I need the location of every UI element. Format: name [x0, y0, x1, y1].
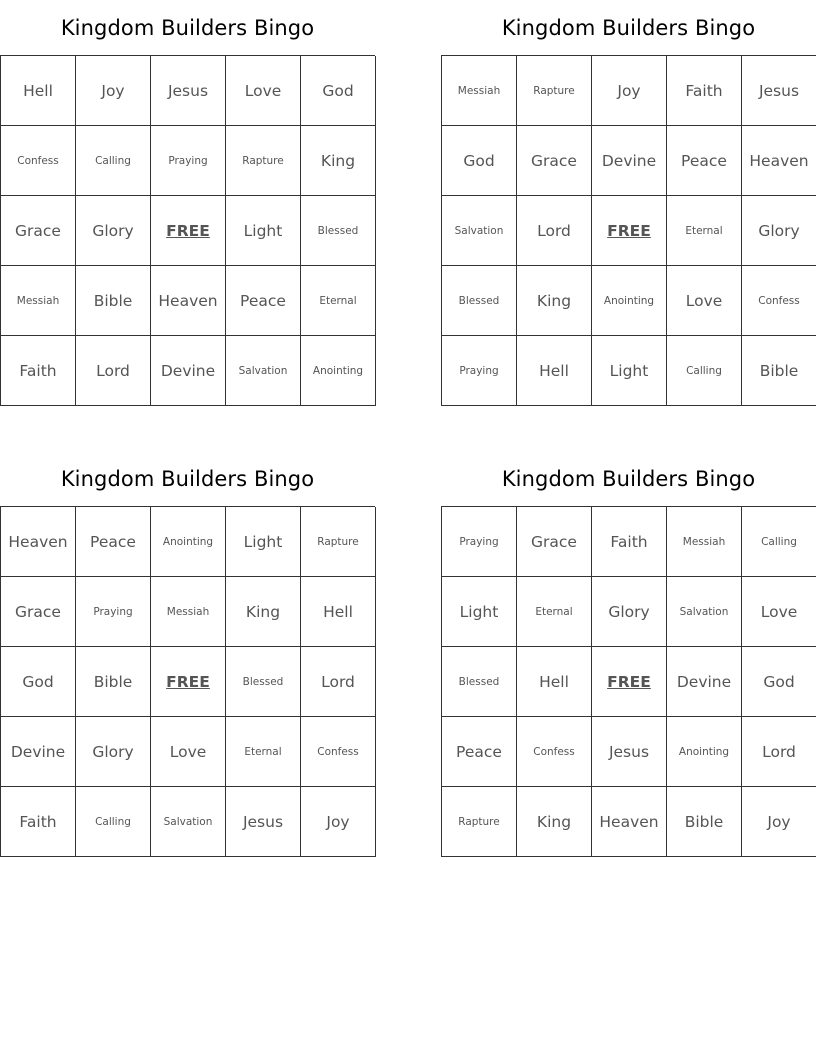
bingo-cell: Praying — [76, 577, 151, 647]
bingo-cell: Bible — [742, 336, 816, 406]
free-space-cell: FREE — [151, 196, 226, 266]
bingo-cell: Salvation — [667, 577, 742, 647]
bingo-cell: Calling — [742, 507, 816, 577]
bingo-cell: Anointing — [151, 507, 226, 577]
bingo-cell: Eternal — [301, 266, 376, 336]
bingo-grid — [0, 55, 375, 406]
bingo-cell: Grace — [517, 507, 592, 577]
bingo-cell: Bible — [667, 787, 742, 857]
bingo-cell: Rapture — [442, 787, 517, 857]
bingo-cell: King — [226, 577, 301, 647]
bingo-cell: Rapture — [226, 126, 301, 196]
bingo-cell: Glory — [76, 717, 151, 787]
bingo-cell: Light — [226, 507, 301, 577]
bingo-cell: Lord — [301, 647, 376, 717]
bingo-cell: God — [1, 647, 76, 717]
bingo-cell: King — [301, 126, 376, 196]
bingo-cell: God — [742, 647, 816, 717]
bingo-cell: God — [301, 56, 376, 126]
bingo-cell: Faith — [667, 56, 742, 126]
bingo-cell: Heaven — [151, 266, 226, 336]
bingo-cell: Salvation — [151, 787, 226, 857]
card-title: Kingdom Builders Bingo — [501, 16, 756, 40]
bingo-cell: Salvation — [226, 336, 301, 406]
bingo-cell: Joy — [592, 56, 667, 126]
bingo-cell: Heaven — [1, 507, 76, 577]
bingo-cell: Love — [226, 56, 301, 126]
bingo-cell: Joy — [76, 56, 151, 126]
bingo-cell: Light — [226, 196, 301, 266]
bingo-cell: Confess — [517, 717, 592, 787]
bingo-card-3 — [0, 451, 375, 857]
bingo-cell: Love — [742, 577, 816, 647]
bingo-cell: Jesus — [742, 56, 816, 126]
bingo-cell: Devine — [1, 717, 76, 787]
bingo-cell: Heaven — [592, 787, 667, 857]
bingo-cell: Love — [667, 266, 742, 336]
bingo-cell: Rapture — [517, 56, 592, 126]
bingo-cell: Devine — [592, 126, 667, 196]
bingo-cell: King — [517, 787, 592, 857]
free-space-cell: FREE — [151, 647, 226, 717]
bingo-cell: Heaven — [742, 126, 816, 196]
free-space-cell: FREE — [592, 196, 667, 266]
bingo-cell: Calling — [76, 126, 151, 196]
bingo-cell: Bible — [76, 266, 151, 336]
bingo-cell: Faith — [1, 336, 76, 406]
bingo-cell: Hell — [1, 56, 76, 126]
bingo-cell: Peace — [442, 717, 517, 787]
bingo-cell: Blessed — [442, 266, 517, 336]
bingo-cell: Hell — [517, 647, 592, 717]
bingo-cell: Rapture — [301, 507, 376, 577]
bingo-cell: Anointing — [667, 717, 742, 787]
bingo-cell: Confess — [742, 266, 816, 336]
bingo-cell: Blessed — [226, 647, 301, 717]
bingo-cell: Salvation — [442, 196, 517, 266]
bingo-cell: Grace — [1, 577, 76, 647]
bingo-cell: Jesus — [226, 787, 301, 857]
bingo-cell: Anointing — [301, 336, 376, 406]
bingo-cell: Eternal — [517, 577, 592, 647]
bingo-cell: Praying — [442, 336, 517, 406]
bingo-cell: Peace — [226, 266, 301, 336]
bingo-cell: Grace — [517, 126, 592, 196]
bingo-cell: Praying — [151, 126, 226, 196]
bingo-cell: Confess — [301, 717, 376, 787]
bingo-cell: Devine — [151, 336, 226, 406]
bingo-cell: Blessed — [301, 196, 376, 266]
bingo-cell: Faith — [592, 507, 667, 577]
bingo-cell: Glory — [592, 577, 667, 647]
bingo-cell: Eternal — [667, 196, 742, 266]
bingo-cell: Glory — [76, 196, 151, 266]
bingo-cell: Messiah — [442, 56, 517, 126]
bingo-cell: Grace — [1, 196, 76, 266]
free-space-cell: FREE — [592, 647, 667, 717]
bingo-grid — [441, 506, 816, 857]
bingo-cell: Peace — [667, 126, 742, 196]
bingo-cell: Lord — [517, 196, 592, 266]
bingo-cell: Jesus — [592, 717, 667, 787]
bingo-cell: Hell — [301, 577, 376, 647]
bingo-cell: Calling — [76, 787, 151, 857]
bingo-card-1 — [0, 0, 375, 406]
bingo-cell: Anointing — [592, 266, 667, 336]
bingo-cell: Joy — [742, 787, 816, 857]
bingo-cell: Messiah — [1, 266, 76, 336]
bingo-card-2 — [441, 0, 816, 406]
bingo-cell: Light — [592, 336, 667, 406]
bingo-cell: Faith — [1, 787, 76, 857]
bingo-cell: Eternal — [226, 717, 301, 787]
bingo-cell: Blessed — [442, 647, 517, 717]
bingo-cell: Light — [442, 577, 517, 647]
bingo-cell: Peace — [76, 507, 151, 577]
bingo-grid — [0, 506, 375, 857]
bingo-cell: Devine — [667, 647, 742, 717]
card-title: Kingdom Builders Bingo — [60, 16, 315, 40]
bingo-cell: Lord — [742, 717, 816, 787]
card-title: Kingdom Builders Bingo — [60, 467, 315, 491]
card-title: Kingdom Builders Bingo — [501, 467, 756, 491]
bingo-cell: Calling — [667, 336, 742, 406]
bingo-cell: Messiah — [667, 507, 742, 577]
bingo-cell: Confess — [1, 126, 76, 196]
bingo-cell: King — [517, 266, 592, 336]
bingo-cell: Hell — [517, 336, 592, 406]
bingo-cell: Bible — [76, 647, 151, 717]
bingo-cell: Messiah — [151, 577, 226, 647]
bingo-cell: Praying — [442, 507, 517, 577]
bingo-cell: Love — [151, 717, 226, 787]
bingo-cell: Glory — [742, 196, 816, 266]
bingo-cell: Jesus — [151, 56, 226, 126]
bingo-card-4 — [441, 451, 816, 857]
bingo-cell: Joy — [301, 787, 376, 857]
bingo-cell: Lord — [76, 336, 151, 406]
bingo-cell: God — [442, 126, 517, 196]
bingo-grid — [441, 55, 816, 406]
